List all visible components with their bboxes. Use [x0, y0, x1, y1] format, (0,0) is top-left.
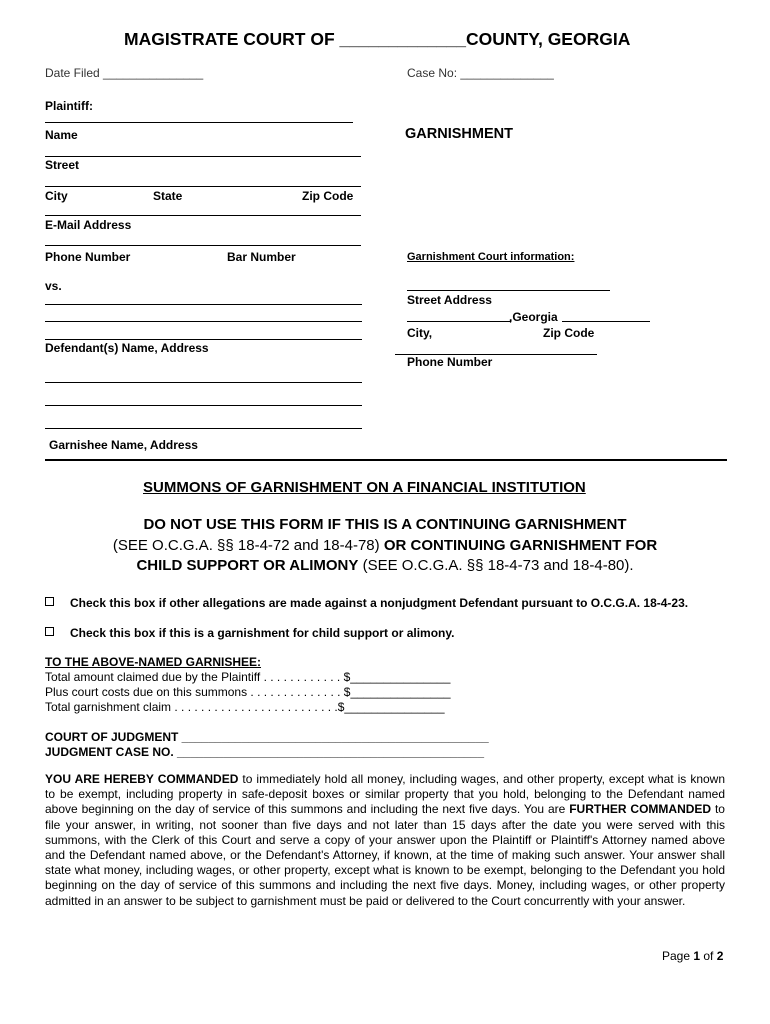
- garnishment-label: GARNISHMENT: [405, 126, 513, 142]
- plaintiff-email-label: E-Mail Address: [45, 218, 132, 232]
- checkbox-nonjudgment[interactable]: [45, 597, 54, 606]
- warning-line-3-bold: CHILD SUPPORT OR ALIMONY: [136, 557, 359, 574]
- plaintiff-state-label: State: [153, 189, 183, 203]
- court-city-label: City,: [407, 326, 433, 340]
- court-zip-line: [562, 321, 650, 322]
- checkbox-child-support[interactable]: [45, 627, 54, 636]
- checkbox-row-nonjudgment: [45, 596, 688, 610]
- court-name-line: [407, 290, 610, 291]
- section-divider: [45, 459, 727, 461]
- page-word: Page: [662, 949, 694, 963]
- warning-line-3: [0, 557, 770, 574]
- page-title: MAGISTRATE COURT OF _____________COUNTY, GEORGIA: [124, 29, 631, 49]
- command-text-2: to file your answer, in writing, not sooner than five days and not later than 15 days after the date you were served with this summons, with the Clerk of this Court and serve a copy of your answer upon the Plaintiff or Plaintiff's Attorney named above and the Defendant named above, or the Defendant's Attorney, if known, at the time of making such answer. Your answer shall state what money, including wages, or other property, except what is known to be exempt, belonging to the Defendant you hold beginning on the day of service of this summons and including the next five days. Money, including wages, or other property admitted in an answer to be subject to garnishment must be paid or delivered to the Court concurrently with your answer.: [45, 802, 725, 908]
- command-paragraph: [45, 772, 725, 909]
- garnishee-line-3: [45, 428, 362, 429]
- warning-line-2-bold: OR CONTINUING GARNISHMENT FOR: [379, 537, 658, 554]
- page-of: of: [700, 949, 717, 963]
- warning-line-2: [0, 537, 770, 554]
- checkbox-row-child-support: [45, 626, 455, 640]
- garnishee-label: Garnishee Name, Address: [49, 438, 198, 452]
- checkbox-nonjudgment-label: Check this box if other allegations are made against a nonjudgment Defendant pursuant to O.C.G.A. 18-4-23.: [70, 596, 689, 610]
- plaintiff-phone-label: Phone Number: [45, 250, 131, 264]
- street-line: [45, 186, 361, 187]
- garnishee-line-2: [45, 405, 362, 406]
- command-text-1: to immediately hold all money, including wages, and other property, except what is known to be exempt, including property in safe-deposit boxes or similar property that you hold, belonging to the Defendant named above beginning on the day of service of this summons and including the next five days. You are: [45, 772, 726, 817]
- case-no-field: Case No: ______________: [407, 66, 554, 80]
- defendant-line-2: [45, 321, 362, 322]
- plaintiff-city-label: City: [45, 189, 68, 203]
- total-claim-line: Total garnishment claim . . . . . . . . . . . . . . . . . . . . . . . . .$_______________: [45, 700, 445, 714]
- court-city-line: [407, 321, 511, 322]
- date-filed-field: Date Filed _______________: [45, 66, 204, 80]
- vs-label: vs.: [45, 279, 62, 293]
- court-zip-label: Zip Code: [543, 326, 595, 340]
- defendant-label: Defendant(s) Name, Address: [45, 341, 209, 355]
- plaintiff-line: [45, 122, 353, 123]
- georgia-label: ,Georgia: [509, 310, 558, 324]
- page-current: 1: [693, 949, 701, 963]
- defendant-line-3: [45, 339, 362, 340]
- city-line: [45, 215, 361, 216]
- plaintiff-heading: Plaintiff:: [45, 99, 93, 113]
- warning-line-2-ref: (SEE O.C.G.A. §§ 18-4-72 and 18-4-78): [112, 537, 380, 554]
- amount-claimed-line: Total amount claimed due by the Plaintiff . . . . . . . . . . . . $_______________: [45, 670, 451, 684]
- page-number: [662, 949, 723, 963]
- defendant-line-1: [45, 304, 362, 305]
- name-line: [45, 156, 361, 157]
- command-1: YOU ARE HEREBY COMMANDED: [45, 772, 239, 786]
- plaintiff-bar-label: Bar Number: [227, 250, 296, 264]
- garnishee-line-1: [45, 382, 362, 383]
- command-2: FURTHER COMMANDED: [569, 802, 712, 817]
- page-total: 2: [716, 949, 724, 963]
- email-line: [45, 245, 361, 246]
- court-of-judgment-field: COURT OF JUDGMENT ______________________________________________: [45, 730, 489, 744]
- warning-line-3-ref: (SEE O.C.G.A. §§ 18-4-73 and 18-4-80).: [358, 557, 634, 574]
- summons-title: SUMMONS OF GARNISHMENT ON A FINANCIAL INSTITUTION: [143, 479, 586, 496]
- plaintiff-street-label: Street: [45, 158, 80, 172]
- checkbox-child-support-label: Check this box if this is a garnishment for child support or alimony.: [70, 626, 455, 640]
- plaintiff-name-label: Name: [45, 128, 78, 142]
- warning-line-1: DO NOT USE THIS FORM IF THIS IS A CONTINUING GARNISHMENT: [143, 516, 627, 533]
- court-street-label: Street Address: [407, 293, 492, 307]
- judgment-case-field: JUDGMENT CASE NO. ______________________________________________: [45, 745, 485, 759]
- plaintiff-zip-label: Zip Code: [302, 189, 354, 203]
- court-phone-label: Phone Number: [407, 355, 493, 369]
- court-info-heading: Garnishment Court information:: [407, 251, 575, 263]
- court-costs-line: Plus court costs due on this summons . . . . . . . . . . . . . . $_______________: [45, 685, 451, 699]
- garnishee-section-heading: TO THE ABOVE-NAMED GARNISHEE:: [45, 655, 262, 669]
